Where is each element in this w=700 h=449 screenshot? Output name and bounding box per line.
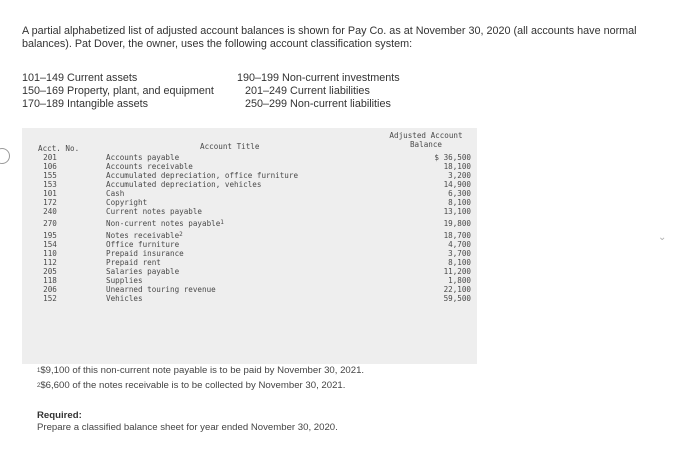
acct-no-cell: 155 bbox=[43, 171, 57, 180]
account-title-cell bbox=[106, 258, 161, 267]
balance-cell: $ 36,500 bbox=[434, 153, 471, 162]
question-radio-marker[interactable] bbox=[0, 148, 10, 164]
account-title-text: Accumulated depreciation, vehicles bbox=[106, 180, 262, 189]
footnote-ref: 1 bbox=[220, 219, 224, 226]
required-text: Prepare a classified balance sheet for year ended November 30, 2020. bbox=[37, 422, 338, 433]
account-title-cell bbox=[106, 249, 184, 258]
account-title-text: Current notes payable bbox=[106, 207, 203, 216]
balance-cell: 22,100 bbox=[443, 285, 471, 294]
account-title-cell bbox=[106, 294, 143, 303]
account-title-text: Prepaid insurance bbox=[106, 249, 184, 258]
acct-no-cell: 112 bbox=[43, 258, 57, 267]
table-row bbox=[22, 207, 477, 217]
table-row bbox=[22, 294, 477, 304]
acct-no-cell: 101 bbox=[43, 189, 57, 198]
classification-item: 250–299 Non-current liabilities bbox=[245, 98, 391, 110]
footnote-mark: 1 bbox=[37, 368, 41, 374]
acct-no-cell: 154 bbox=[43, 240, 57, 249]
footnote-text: $9,100 of this non-current note payable is to be paid by November 30, 2021. bbox=[40, 365, 365, 376]
acct-no-cell: 240 bbox=[43, 207, 57, 216]
column-header-acct-no: Acct. No. bbox=[38, 144, 80, 153]
account-title-cell bbox=[106, 267, 179, 276]
balance-cell: 59,500 bbox=[443, 294, 471, 303]
account-title-cell bbox=[106, 207, 202, 216]
account-title-text: Cash bbox=[106, 189, 125, 198]
account-title-text: Notes receivable bbox=[106, 231, 180, 240]
balance-cell: 6,300 bbox=[448, 189, 471, 198]
acct-no-cell: 205 bbox=[43, 267, 57, 276]
acct-no-cell: 195 bbox=[43, 231, 57, 240]
balance-cell: 3,200 bbox=[448, 171, 471, 180]
required-label: Required: bbox=[37, 410, 82, 421]
footnote-mark: 2 bbox=[37, 383, 41, 389]
acct-no-cell: 206 bbox=[43, 285, 57, 294]
acct-no-cell: 153 bbox=[43, 180, 57, 189]
account-title-cell bbox=[106, 180, 261, 189]
account-title-text: Vehicles bbox=[106, 294, 143, 303]
account-title-text: Accumulated depreciation, office furniture bbox=[106, 171, 299, 180]
balance-cell: 1,800 bbox=[448, 276, 471, 285]
acct-no-cell: 152 bbox=[43, 294, 57, 303]
account-balance-table bbox=[22, 128, 477, 364]
account-title-cell bbox=[106, 153, 179, 162]
column-header-balance bbox=[381, 131, 471, 149]
account-title-text: Accounts payable bbox=[106, 153, 180, 162]
footnote-text: $6,600 of the notes receivable is to be collected by November 30, 2021. bbox=[40, 380, 346, 391]
account-title-cell bbox=[106, 219, 224, 228]
account-title-cell bbox=[106, 276, 143, 285]
acct-no-cell: 118 bbox=[43, 276, 57, 285]
classification-item: 101–149 Current assets bbox=[22, 72, 138, 84]
footnote-ref: 2 bbox=[179, 231, 183, 238]
balance-cell: 18,700 bbox=[443, 231, 471, 240]
column-header-balance-line2: Balance bbox=[409, 140, 442, 149]
account-title-text: Non-current notes payable bbox=[106, 219, 221, 228]
classification-right bbox=[237, 72, 400, 111]
acct-no-cell: 106 bbox=[43, 162, 57, 171]
balance-cell: 8,100 bbox=[448, 198, 471, 207]
acct-no-cell: 110 bbox=[43, 249, 57, 258]
balance-cell: 4,700 bbox=[448, 240, 471, 249]
balance-cell: 14,900 bbox=[443, 180, 471, 189]
account-title-text: Unearned touring revenue bbox=[106, 285, 216, 294]
account-title-text: Office furniture bbox=[106, 240, 180, 249]
account-title-text: Accounts receivable bbox=[106, 162, 193, 171]
classification-item: 190–199 Non-current investments bbox=[237, 72, 400, 84]
account-title-cell bbox=[106, 189, 124, 198]
account-title-text: Supplies bbox=[106, 276, 143, 285]
balance-cell: 19,800 bbox=[443, 219, 471, 228]
acct-no-cell: 270 bbox=[43, 219, 57, 228]
acct-no-cell: 172 bbox=[43, 198, 57, 207]
problem-intro: A partial alphabetized list of adjusted account balances is shown for Pay Co. as at November 30, 2020 (all accounts have normal balances). Pat Dover, the owner, uses the following account classification system: bbox=[22, 25, 637, 50]
account-title-cell bbox=[106, 285, 216, 294]
balance-cell: 3,700 bbox=[448, 249, 471, 258]
classification-item: 150–169 Property, plant, and equipment bbox=[22, 85, 214, 97]
account-title-cell bbox=[106, 198, 147, 207]
balance-cell: 8,100 bbox=[448, 258, 471, 267]
acct-no-cell: 201 bbox=[43, 153, 57, 162]
balance-cell: 18,100 bbox=[443, 162, 471, 171]
classification-left bbox=[22, 72, 214, 111]
balance-cell: 11,200 bbox=[443, 267, 471, 276]
balance-cell: 13,100 bbox=[443, 207, 471, 216]
table-row bbox=[22, 219, 477, 229]
column-header-account-title: Account Title bbox=[200, 142, 260, 151]
required-section bbox=[37, 410, 338, 434]
classification-item: 201–249 Current liabilities bbox=[245, 85, 370, 97]
column-header-balance-line1: Adjusted Account bbox=[389, 131, 463, 140]
footnote-2 bbox=[37, 380, 345, 392]
classification-item: 170–189 Intangible assets bbox=[22, 98, 149, 110]
account-title-text: Salaries payable bbox=[106, 267, 180, 276]
account-title-cell bbox=[106, 171, 298, 180]
account-title-cell bbox=[106, 231, 183, 240]
account-title-cell bbox=[106, 162, 193, 171]
footnote-1 bbox=[37, 365, 364, 377]
chevron-down-icon: ⌄ bbox=[658, 232, 667, 243]
account-title-text: Prepaid rent bbox=[106, 258, 161, 267]
account-title-text: Copyright bbox=[106, 198, 148, 207]
account-title-cell bbox=[106, 240, 179, 249]
